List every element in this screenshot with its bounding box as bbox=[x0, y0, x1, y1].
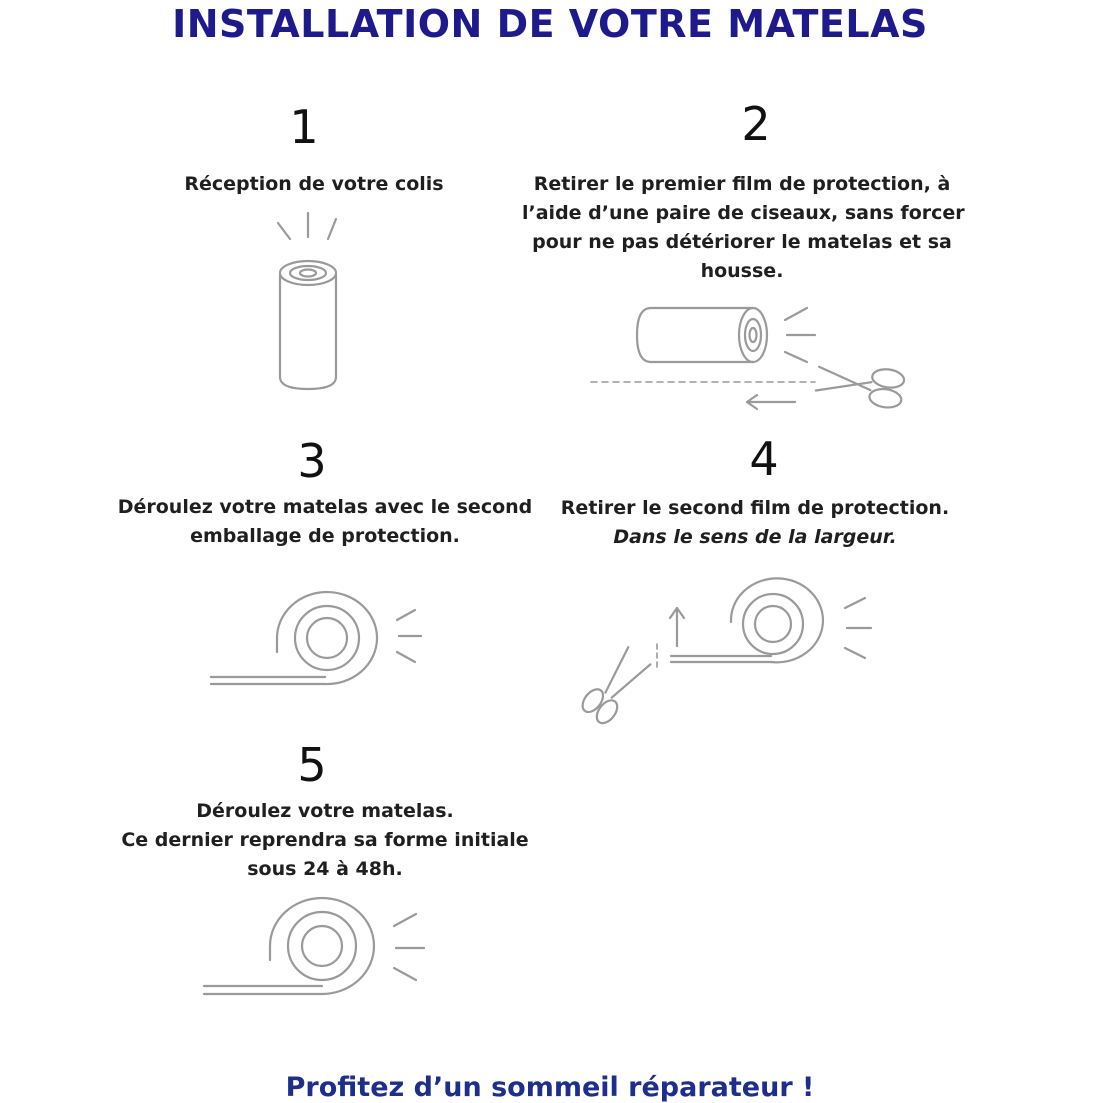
footer-message: Profitez d’un sommeil réparateur ! bbox=[285, 1072, 815, 1103]
step-3-text bbox=[110, 493, 540, 551]
step-2-line-1: Retirer le premier film de protection, à bbox=[533, 173, 951, 195]
unrolling-mattress-scissors-icon bbox=[575, 580, 895, 730]
step-2-line-3: pour ne pas détériorer le matelas et sa bbox=[532, 231, 952, 253]
step-2-line-4: housse. bbox=[700, 260, 784, 282]
step-5-number: 5 bbox=[297, 738, 327, 792]
step-2-line-2: l’aide d’une paire de ciseaux, sans forcer bbox=[522, 202, 965, 224]
step-5-text bbox=[110, 797, 540, 884]
step-4-number: 4 bbox=[749, 432, 779, 486]
step-3-number: 3 bbox=[297, 434, 327, 488]
horizontal-roll-scissors-icon bbox=[585, 298, 925, 423]
step-1-number: 1 bbox=[289, 100, 319, 154]
unrolling-mattress-icon bbox=[205, 590, 435, 700]
step-3-line-2: emballage de protection. bbox=[190, 525, 460, 547]
page-title: INSTALLATION DE VOTRE MATELAS bbox=[172, 2, 928, 46]
step-5-line-1: Déroulez votre matelas. bbox=[196, 800, 454, 822]
step-4-text bbox=[535, 494, 975, 552]
upright-roll-icon bbox=[270, 205, 350, 395]
step-3-line-1: Déroulez votre matelas avec le second bbox=[117, 496, 533, 518]
step-5-line-2: Ce dernier reprendra sa forme initiale bbox=[121, 829, 529, 851]
unrolled-mattress-icon bbox=[198, 896, 438, 1006]
step-2-number: 2 bbox=[741, 97, 771, 151]
step-4-italic-line: Dans le sens de la largeur. bbox=[613, 526, 897, 548]
step-2-text bbox=[522, 170, 965, 286]
step-5-line-3: sous 24 à 48h. bbox=[247, 858, 403, 880]
step-1-line-1: Réception de votre colis bbox=[184, 173, 444, 195]
step-4-line-1: Retirer le second film de protection. bbox=[560, 497, 950, 519]
step-1-text bbox=[134, 170, 494, 199]
